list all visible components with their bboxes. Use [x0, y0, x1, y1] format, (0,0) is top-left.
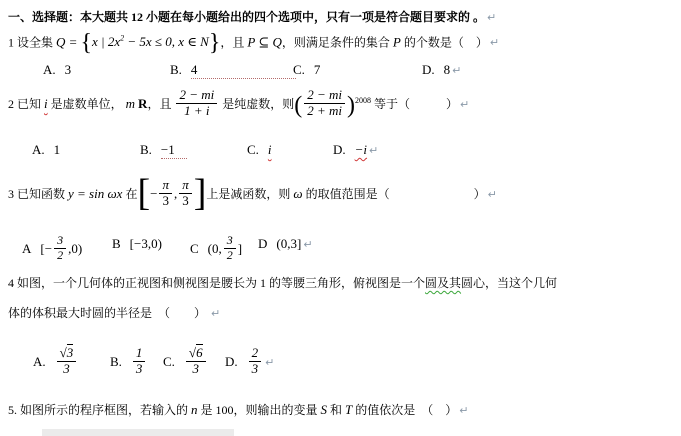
- q1-brace-right: }: [208, 29, 221, 56]
- q1-mid1: ，且: [220, 35, 245, 50]
- q1-option-b-dotted-underline: 4: [191, 62, 296, 79]
- q1-option-b: B. 4: [170, 62, 296, 79]
- q5-var-s: S: [320, 402, 328, 417]
- q2-option-d: D. −i ↵: [333, 142, 379, 157]
- q2-power-exponent: 2008: [355, 96, 372, 106]
- return-mark-icon: ↵: [489, 36, 500, 50]
- q3-fraction-a: $\frac{\pi}{3}$: [159, 178, 172, 209]
- q2-seg1: 是虚数单位，: [50, 97, 123, 112]
- q2-imaginary-unit: i: [44, 96, 48, 112]
- q3-comma: ,: [173, 185, 178, 201]
- question-2: [8, 87, 470, 121]
- q1-set-body: x | $2x^2 - 5x \le 0$, x ∈ N: [91, 34, 209, 50]
- question-5: [8, 399, 469, 422]
- q3-bracket-left: [: [137, 172, 151, 214]
- return-mark-icon: ↵: [265, 356, 275, 370]
- return-mark-icon: ↵: [369, 144, 379, 157]
- q2-set-r: R: [138, 96, 148, 112]
- return-mark-icon: ↵: [487, 187, 497, 201]
- q1-option-d: D. 8 ↵: [422, 62, 462, 77]
- q3-option-a-fraction: $\frac{3}{2}$: [54, 234, 66, 263]
- q1-option-c: C. 7: [293, 62, 321, 77]
- q2-paren-close: ): [347, 92, 356, 119]
- q3-option-a: A [− $\frac{3}{2}$ ,0): [22, 233, 83, 262]
- q1-option-a: A. 3: [43, 62, 72, 77]
- q3-option-b: B [−3,0): [112, 236, 162, 251]
- q1-brace-left: {: [80, 29, 92, 56]
- q2-option-a: A. 1: [32, 142, 61, 157]
- q1-subset-relation: P ⊆ Q: [247, 34, 282, 50]
- q1-set-lhs: Q =: [56, 34, 78, 50]
- q3-option-c-fraction: $\frac{3}{2}$: [224, 234, 236, 263]
- q2-option-c: C. i: [247, 142, 272, 157]
- q4-seg-a: 4 如图，一个几何体的正视图和侧视图是腰长为 1 的等腰三角形，俯视图是一个: [8, 276, 426, 290]
- q3-function: y = sin ωx: [68, 185, 123, 201]
- return-mark-icon: ↵: [211, 307, 221, 320]
- q3-fraction-b: $\frac{\pi}{3}$: [179, 178, 192, 209]
- q1-exponent: 2: [120, 34, 125, 43]
- return-mark-icon: ↵: [459, 404, 469, 417]
- section-instructions: [8, 6, 496, 29]
- question-4-line2: [8, 302, 220, 325]
- q3-option-d: D (0,3] ↵: [258, 236, 313, 251]
- q4-seg-b: 圆心，当这个几何: [461, 276, 558, 290]
- question-4-line1: [8, 272, 557, 294]
- q1-options: [0, 62, 681, 82]
- return-mark-icon: ↵: [452, 64, 462, 77]
- q5-var-t: T: [345, 402, 353, 417]
- q3-lead: 3 已知函数: [8, 186, 66, 201]
- q4-options: [0, 336, 681, 384]
- question-1: [8, 28, 499, 56]
- q5-seg4: 的值依次是 （ ）: [355, 403, 458, 417]
- q4-option-b-fraction: $\frac{1}{3}$: [133, 346, 146, 377]
- q3-seg3: 的取值范围是（ ）: [305, 186, 486, 201]
- q2-fraction-2: $\frac{2 - mi}{2 + mi}$: [304, 88, 345, 119]
- q4-option-c-fraction: $\frac{√6}{3}$: [186, 346, 206, 377]
- q4-option-a-fraction: $\frac{√3}{3}$: [57, 346, 77, 377]
- q1-tail: 的个数是（ ）: [403, 35, 488, 50]
- q3-bracket-right: ]: [193, 172, 207, 214]
- q4-grammar-underline: 圆及其: [425, 276, 462, 290]
- q4-option-d: D. $\frac{2}{3}$ ↵: [225, 345, 275, 376]
- q2-fraction-1: $\frac{2 - mi}{1 + i}$: [176, 88, 217, 119]
- q2-var-m: m: [125, 96, 136, 112]
- q5-seg1: 5. 如图所示的程序框图，若输入的: [8, 403, 189, 417]
- q2-seg3: 是纯虚数，则: [222, 97, 295, 112]
- question-3: [8, 172, 497, 214]
- q2-seg2: ，且: [147, 97, 172, 112]
- return-mark-icon: ↵: [303, 238, 313, 251]
- q3-minus: −: [150, 185, 158, 201]
- q1-var-p: P: [392, 34, 401, 50]
- q3-omega: ω: [293, 185, 303, 201]
- q2-option-b: B. −1: [140, 142, 187, 159]
- q2-paren-open: (: [294, 92, 303, 119]
- q4-option-b: B. $\frac{1}{3}$: [110, 348, 147, 379]
- q3-option-c: C (0, $\frac{3}{2}$ ]: [190, 233, 243, 262]
- q1-mid2: ，则满足条件的集合: [281, 35, 390, 50]
- q4-option-c: C. $\frac{√6}{3}$: [163, 348, 208, 379]
- q2-lead: 2 已知: [8, 97, 42, 112]
- q3-seg1: 在: [125, 186, 138, 201]
- return-mark-icon: ↵: [460, 98, 470, 112]
- return-mark-icon: ↵: [487, 11, 497, 24]
- q2-options: [0, 142, 681, 162]
- q4-option-a: A. $\frac{√3}{3}$: [33, 348, 78, 379]
- q2-option-b-dotted-underline: −1: [161, 142, 187, 159]
- q5-seg2: 是 100，则输出的变量: [200, 403, 318, 417]
- q4-line2-text: 体的体积最大时圆的半径是 （ ）: [8, 306, 207, 320]
- q3-options: [0, 228, 681, 268]
- instructions-text: 一、选择题：本大题共 12 小题在每小题给出的四个选项中，只有一项是符合题目要求的 。: [8, 10, 486, 24]
- q3-seg2: 上是减函数，则: [206, 186, 291, 201]
- q4-option-d-fraction: $\frac{2}{3}$: [249, 346, 262, 377]
- q5-var-n: n: [191, 402, 198, 417]
- cropped-flowchart-image-edge: [42, 429, 234, 436]
- q1-lead: 1 设全集: [8, 35, 54, 50]
- q2-seg4: 等于（ ）: [374, 97, 459, 112]
- q5-seg3: 和: [330, 403, 343, 417]
